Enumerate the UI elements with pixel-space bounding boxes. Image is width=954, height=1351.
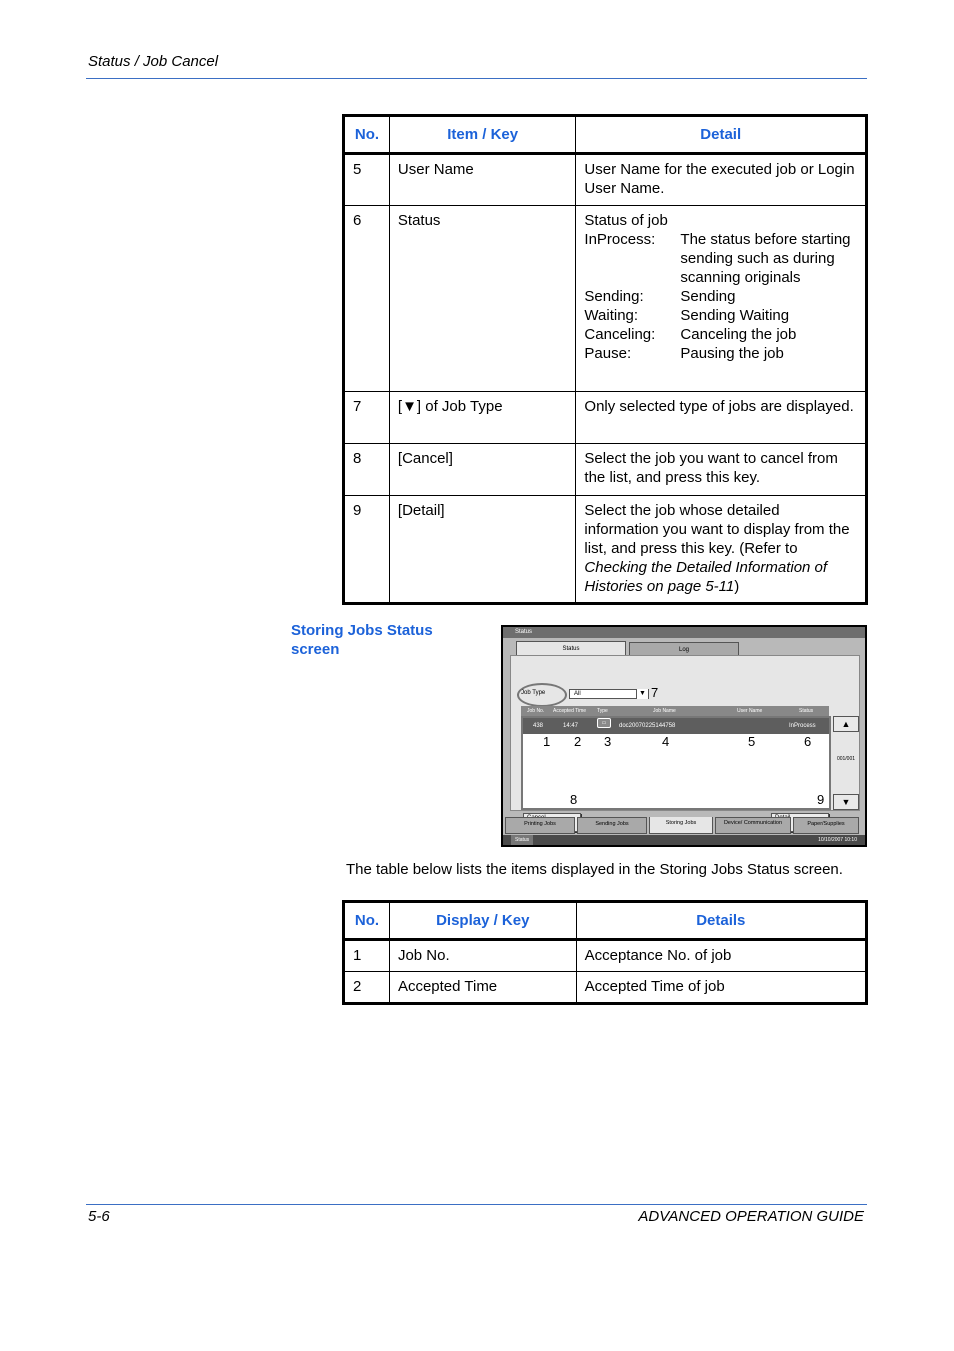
col-job-no: Job No. [527, 708, 545, 714]
status-label: Pause: [584, 345, 632, 362]
row-detail: Accepted Time of job [576, 972, 866, 1004]
table-header-row [344, 902, 867, 940]
table-row [344, 940, 867, 972]
job-no: 438 [533, 723, 544, 729]
row-detail [576, 206, 867, 392]
row-no: 5 [344, 154, 390, 206]
status-intro: Status of job [584, 212, 668, 229]
col-status: Status [799, 708, 814, 714]
header-display-key: Display / Key [389, 902, 576, 940]
col-job-name: Job Name [653, 708, 676, 714]
storing-job-icon: ▭ [597, 718, 611, 728]
status-entry [584, 287, 857, 306]
row-item: [Cancel] [389, 444, 576, 496]
accepted-time: 14:47 [563, 723, 579, 729]
job-name: doc20070225144758 [619, 723, 676, 729]
job-type-label: Job Type [521, 690, 546, 696]
col-type: Type [597, 708, 608, 714]
row-item: Accepted Time [389, 972, 576, 1004]
col-user-name: User Name [737, 708, 763, 714]
cross-reference: Checking the Detailed Information of Histories on page 5-11 [584, 559, 828, 595]
status-bar [503, 835, 865, 845]
col-accepted-time: Accepted Time [553, 708, 587, 714]
row-detail: Select the job you want to cancel from the list, and press this key. [576, 444, 867, 496]
callout-4: 4 [662, 734, 670, 749]
page-indicator: 001/001 [836, 756, 856, 762]
job-type-select[interactable] [569, 689, 649, 699]
tab-log[interactable]: Log [629, 642, 739, 658]
callout-9: 9 [817, 792, 825, 807]
table-row [344, 444, 867, 496]
tab-printing-jobs[interactable]: Printing Jobs [505, 817, 575, 834]
item-table [342, 114, 868, 605]
header-rule [86, 78, 867, 79]
table-header-row [344, 116, 867, 154]
callout-7: 7 [651, 685, 659, 700]
tab-status[interactable]: Status [516, 641, 626, 657]
scrollbar[interactable] [833, 716, 859, 810]
detail-text-end: ) [734, 578, 740, 595]
status-label: Canceling: [584, 326, 656, 343]
table-row [344, 496, 867, 604]
table-row [344, 154, 867, 206]
row-item: Job No. [389, 940, 576, 972]
tab-device-communication[interactable]: Device/ Communication [715, 817, 791, 834]
guide-title: ADVANCED OPERATION GUIDE [638, 1208, 864, 1225]
job-status: InProcess [789, 723, 816, 729]
callout-6: 6 [804, 734, 812, 749]
row-no: 8 [344, 444, 390, 496]
status-label: Waiting: [584, 307, 639, 324]
status-label: InProcess: [584, 231, 656, 248]
intro-text: The table below lists the items displayed in the Storing Jobs Status screen. [346, 861, 843, 878]
status-label: Sending: [584, 288, 644, 305]
table-row [344, 206, 867, 392]
row-detail: Acceptance No. of job [576, 940, 866, 972]
status-entry [584, 306, 857, 325]
tab-storing-jobs[interactable]: Storing Jobs [649, 817, 713, 834]
dropdown-arrow-icon[interactable]: ▼ [636, 689, 648, 699]
tab-paper-supplies[interactable]: Paper/Supplies [793, 817, 859, 834]
section-heading: Storing Jobs Status screen [291, 622, 433, 658]
table-row [344, 972, 867, 1004]
row-no: 2 [344, 972, 390, 1004]
status-entry [584, 344, 857, 363]
status-value: Canceling the job [680, 326, 797, 343]
status-entry [584, 325, 857, 344]
status-entry [584, 230, 857, 287]
header-no: No. [344, 902, 390, 940]
row-no: 1 [344, 940, 390, 972]
row-detail: Only selected type of jobs are displayed. [576, 392, 867, 444]
scroll-up-icon[interactable]: ▲ [833, 716, 859, 732]
callout-1: 1 [543, 734, 551, 749]
status-value: Sending Waiting [680, 307, 790, 324]
row-item: [Detail] [389, 496, 576, 604]
row-no: 6 [344, 206, 390, 392]
scroll-down-icon[interactable]: ▼ [833, 794, 859, 810]
status-value: The status before starting sending such as during scanning originals [680, 231, 851, 286]
panel-content [510, 655, 860, 811]
row-detail: User Name for the executed job or Login User Name. [576, 154, 867, 206]
job-type-value: All [574, 691, 581, 697]
callout-3: 3 [604, 734, 612, 749]
row-no: 9 [344, 496, 390, 604]
statusbar-datetime: 10/10/2007 10:10 [818, 837, 857, 843]
footer-rule [86, 1204, 867, 1205]
running-head: Status / Job Cancel [88, 53, 219, 70]
table-row [344, 392, 867, 444]
statusbar-label: Status [511, 835, 533, 845]
page-number: 5-6 [88, 1208, 110, 1225]
header-item-key: Item / Key [389, 116, 576, 154]
table-row[interactable] [523, 718, 829, 734]
tab-sending-jobs[interactable]: Sending Jobs [577, 817, 647, 834]
bottom-tabs [503, 817, 865, 835]
callout-5: 5 [748, 734, 756, 749]
row-item: [▼] of Job Type [389, 392, 576, 444]
detail-text: Select the job whose detailed information you want to display from the list, and press this key. (Refer to [584, 502, 850, 557]
header-details: Details [576, 902, 866, 940]
row-no: 7 [344, 392, 390, 444]
header-no: No. [344, 116, 390, 154]
display-table [342, 900, 868, 1005]
status-value: Sending [680, 288, 736, 305]
list-header [521, 706, 829, 716]
row-item: Status [389, 206, 576, 392]
row-item: User Name [389, 154, 576, 206]
storing-jobs-status-screen [501, 625, 867, 847]
header-detail: Detail [576, 116, 867, 154]
panel-title: Status [503, 627, 865, 638]
row-detail [576, 496, 867, 604]
status-value: Pausing the job [680, 345, 784, 362]
callout-2: 2 [574, 734, 582, 749]
callout-8: 8 [570, 792, 578, 807]
job-list[interactable] [521, 716, 831, 810]
